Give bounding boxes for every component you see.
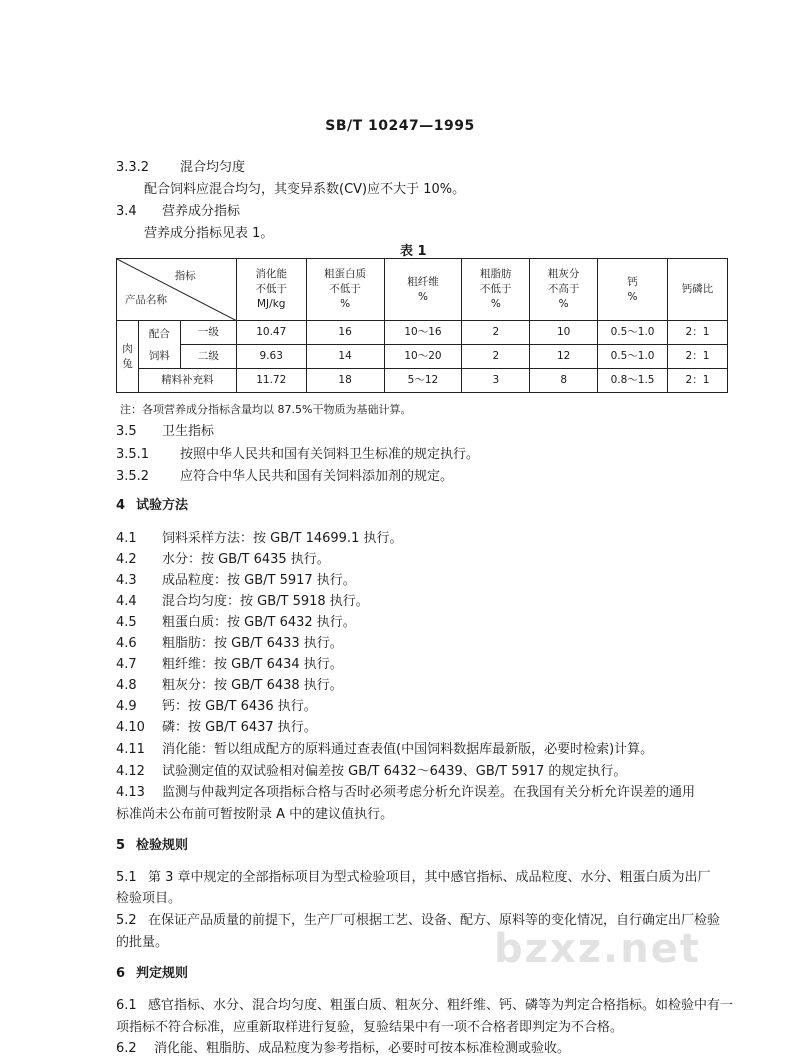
item-number: 4.4 — [116, 594, 137, 609]
value-cell: 0.5～1.0 — [598, 345, 668, 369]
section-number: 6 — [116, 966, 126, 981]
grade-cell: 一级 — [180, 321, 236, 345]
value-cell: 8 — [530, 369, 598, 393]
table-row — [117, 369, 728, 393]
section-5-heading — [116, 834, 188, 853]
value-cell: 2：1 — [667, 321, 727, 345]
section-text: 按照中华人民共和国有关饲料卫生标准的规定执行。 — [180, 447, 480, 462]
item-number: 4.11 — [116, 742, 145, 757]
item-number: 4.12 — [116, 764, 145, 779]
method-item — [116, 632, 343, 651]
watermark-text: bzxz.net — [494, 926, 701, 972]
header-cell: 粗纤维 % — [384, 259, 462, 321]
method-item — [116, 548, 330, 567]
section-text: 消化能、粗脂肪、成品粒度为参考指标，必要时可按本标准检测或验收。 — [154, 1041, 571, 1056]
section-title: 试验方法 — [136, 498, 189, 513]
header-cell: 粗灰分 不高于 % — [530, 259, 598, 321]
item-text: 磷：按 GB/T 6437 执行。 — [162, 720, 317, 735]
section-text: 应符合中华人民共和国有关饲料添加剂的规定。 — [180, 469, 454, 484]
section-number: 6.1 — [116, 998, 137, 1013]
diag-label-product: 产品名称 — [125, 294, 167, 306]
item-text: 粗蛋白质：按 GB/T 6432 执行。 — [162, 615, 356, 630]
section-title: 判定规则 — [136, 966, 189, 981]
item-number: 4.1 — [116, 531, 137, 546]
value-cell: 16 — [306, 321, 384, 345]
section-6-2 — [116, 1037, 570, 1056]
section-5-1-line2: 检验项目。 — [116, 891, 182, 906]
method-item — [116, 569, 356, 588]
section-text: 第 3 章中规定的全部指标项目为型式检验项目，其中感官指标、成品粒度、水分、粗蛋白质为出厂 — [148, 870, 711, 885]
value-cell: 14 — [306, 345, 384, 369]
item-text: 粗灰分：按 GB/T 6438 执行。 — [162, 678, 343, 693]
section-title: 营养成分指标 — [162, 204, 241, 219]
value-cell: 2 — [462, 345, 530, 369]
section-number: 6.2 — [116, 1041, 137, 1056]
item-number: 4.5 — [116, 615, 137, 630]
section-title: 混合均匀度 — [180, 160, 246, 175]
section-5-1-line1 — [116, 866, 711, 885]
table-note: 注：各项营养成分指标含量均以 87.5%干物质为基础计算。 — [120, 403, 412, 416]
section-number: 4 — [116, 498, 126, 513]
section-6-heading — [116, 962, 188, 981]
method-item — [116, 738, 653, 757]
value-cell: 18 — [306, 369, 384, 393]
section-6-1-line1 — [116, 994, 733, 1013]
header-cell: 消化能 不低于 MJ/kg — [236, 259, 306, 321]
table-row — [117, 345, 728, 369]
section-number: 5.2 — [116, 913, 137, 928]
header-cell: 钙 % — [598, 259, 668, 321]
item-number: 4.7 — [116, 657, 137, 672]
item-text: 混合均匀度：按 GB/T 5918 执行。 — [162, 594, 369, 609]
header-cell: 粗脂肪 不低于 % — [462, 259, 530, 321]
header-cell: 粗蛋白质 不低于 % — [306, 259, 384, 321]
section-3-5-1 — [116, 443, 479, 462]
method-item — [116, 674, 343, 693]
value-cell: 0.8～1.5 — [598, 369, 668, 393]
standard-header: SB/T 10247—1995 — [325, 118, 475, 134]
table-caption: 表 1 — [400, 244, 427, 259]
value-cell: 12 — [530, 345, 598, 369]
value-cell: 10.47 — [236, 321, 306, 345]
item-number: 4.8 — [116, 678, 137, 693]
value-cell: 0.5～1.0 — [598, 321, 668, 345]
item-text: 粗脂肪：按 GB/T 6433 执行。 — [162, 636, 343, 651]
section-3-4-heading — [116, 200, 240, 219]
section-number: 3.4 — [116, 204, 137, 219]
section-title: 卫生指标 — [162, 424, 215, 439]
section-text: 在保证产品质量的前提下，生产厂可根据工艺、设备、配方、原料等的变化情况，自行确定出厂检验 — [148, 913, 721, 928]
section-number: 3.3.2 — [116, 160, 150, 175]
item-number: 4.2 — [116, 552, 137, 567]
header-cell: 钙磷比 — [667, 259, 727, 321]
item-number: 4.6 — [116, 636, 137, 651]
item-text: 监测与仲裁判定各项指标合格与否时必须考虑分析允许误差。在我国有关分析允许误差的通用 — [162, 785, 696, 800]
item-text: 水分：按 GB/T 6435 执行。 — [162, 552, 330, 567]
method-item — [116, 695, 317, 714]
diag-label-indicator: 指标 — [174, 270, 196, 282]
method-item — [116, 527, 402, 546]
method-item-continuation: 标准尚未公布前可暂按附录 A 中的建议值执行。 — [116, 807, 394, 822]
value-cell: 2：1 — [667, 345, 727, 369]
section-number: 3.5.1 — [116, 447, 150, 462]
value-cell: 5～12 — [384, 369, 462, 393]
section-3-5-2 — [116, 465, 453, 484]
grade-cell: 精料补充料 — [138, 369, 236, 393]
section-3-3-2-heading — [116, 156, 245, 175]
value-cell: 10 — [530, 321, 598, 345]
item-number: 4.3 — [116, 573, 137, 588]
item-text: 钙：按 GB/T 6436 执行。 — [162, 699, 317, 714]
section-number: 3.5 — [116, 424, 137, 439]
section-text: 感官指标、水分、混合均匀度、粗蛋白质、粗灰分、粗纤维、钙、磷等为判定合格指标。如检验中有一 — [148, 998, 734, 1013]
method-item — [116, 611, 356, 630]
item-text: 饲料采样方法：按 GB/T 14699.1 执行。 — [162, 531, 403, 546]
value-cell: 3 — [462, 369, 530, 393]
section-number: 5 — [116, 838, 126, 853]
nutrition-table — [116, 258, 728, 393]
section-title: 检验规则 — [136, 838, 189, 853]
section-6-1-line2: 项指标不符合标准，应重新取样进行复验，复验结果中有一项不合格者即判定为不合格。 — [116, 1020, 624, 1035]
section-4-heading — [116, 494, 188, 513]
table-header-row — [117, 259, 728, 321]
value-cell: 11.72 — [236, 369, 306, 393]
value-cell: 2：1 — [667, 369, 727, 393]
section-number: 3.5.2 — [116, 469, 150, 484]
item-number: 4.13 — [116, 785, 145, 800]
diagonal-header-cell — [117, 259, 237, 321]
method-item — [116, 590, 369, 609]
method-item — [116, 781, 695, 800]
item-text: 试验测定值的双试验相对偏差按 GB/T 6432～6439、GB/T 5917 的规定执行。 — [162, 764, 627, 779]
table-row — [117, 321, 728, 345]
value-cell: 2 — [462, 321, 530, 345]
method-item — [116, 653, 343, 672]
subgroup-label-cell: 配合 饲料 — [138, 321, 180, 369]
item-text: 成品粒度：按 GB/T 5917 执行。 — [162, 573, 356, 588]
item-text: 消化能：暂以组成配方的原料通过查表值(中国饲料数据库最新版，必要时检索)计算。 — [162, 742, 654, 757]
value-cell: 9.63 — [236, 345, 306, 369]
section-3-5-heading — [116, 420, 214, 439]
value-cell: 10～16 — [384, 321, 462, 345]
section-5-2-line2: 的批量。 — [116, 935, 169, 950]
item-number: 4.10 — [116, 720, 145, 735]
section-number: 5.1 — [116, 870, 137, 885]
value-cell: 10～20 — [384, 345, 462, 369]
item-number: 4.9 — [116, 699, 137, 714]
group-label-cell: 肉 兔 — [117, 321, 139, 393]
method-item — [116, 716, 317, 735]
section-3-3-2-body: 配合饲料应混合均匀，其变异系数(CV)应不大于 10%。 — [144, 182, 466, 197]
method-item — [116, 760, 626, 779]
grade-cell: 二级 — [180, 345, 236, 369]
item-text: 粗纤维：按 GB/T 6434 执行。 — [162, 657, 343, 672]
section-3-4-body: 营养成分指标见表 1。 — [144, 226, 274, 241]
